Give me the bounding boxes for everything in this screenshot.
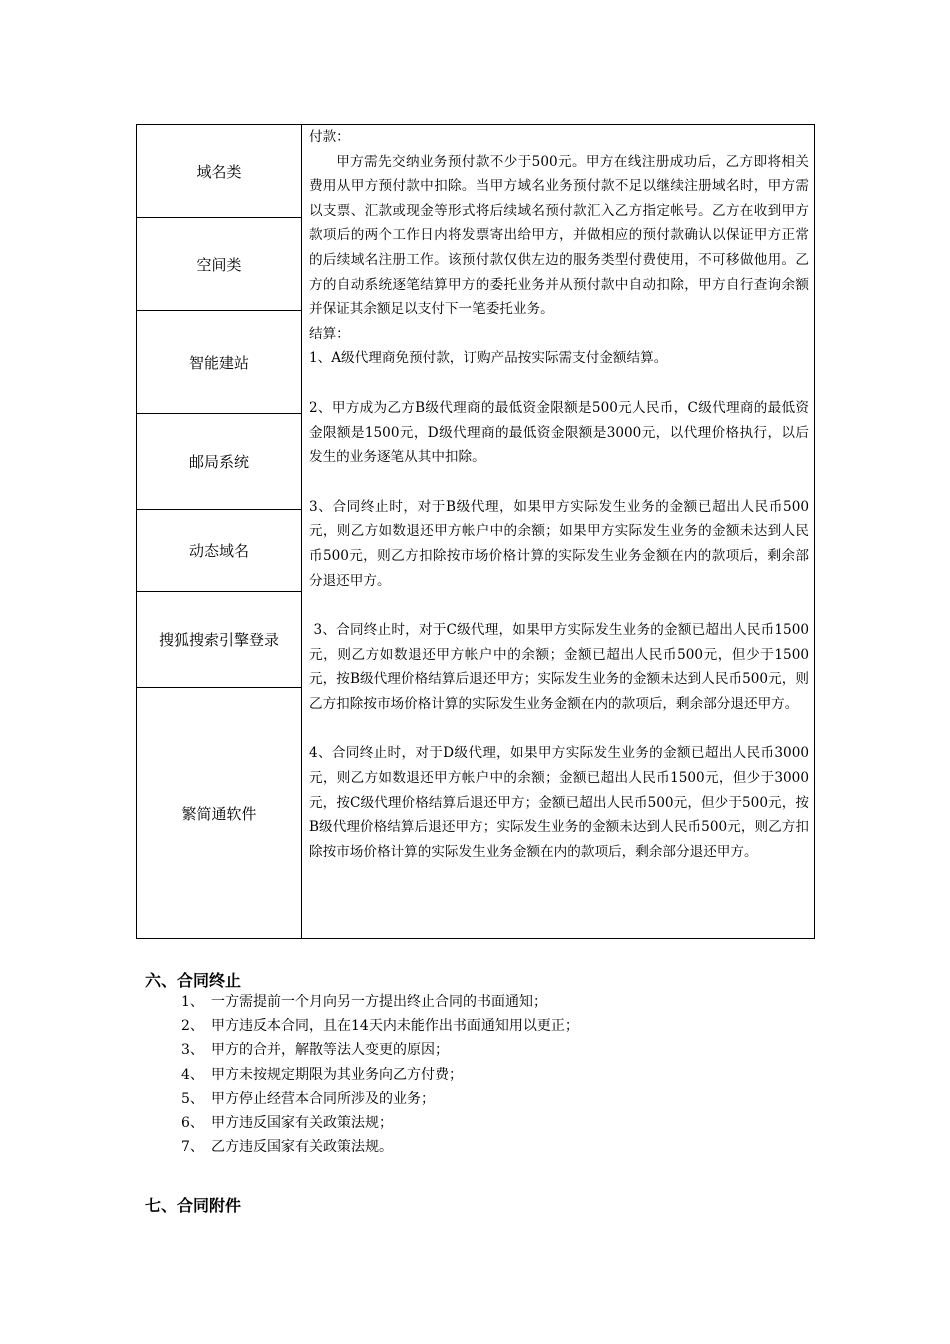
- section7-heading: 七、合同附件: [145, 1196, 242, 1215]
- settle-item-3b: 3、合同终止时，对于C级代理，如果甲方实际发生业务的金额已超出人民币1500元，则乙方如数退还甲方帐户中的余额；金额已超出人民币500元，但少于1500元，按B级代理价格结算后退还甲方；实际发生业务的金额未达到人民币500元，则乙方扣除按市场价格计算的实际发生业务金额在内的款项后，剩余部分退还甲方。: [309, 622, 809, 712]
- pricing-table: [136, 124, 815, 939]
- settle-item-1: 1、A级代理商免预付款，订购产品按实际需支付金额结算。: [309, 350, 668, 367]
- list-item: 2、 甲方违反本合同，且在14天内未能作出书面通知用以更正；: [181, 1018, 579, 1035]
- list-item: 3、 甲方的合并，解散等法人变更的原因；: [181, 1042, 449, 1059]
- termination-list: [181, 990, 579, 1159]
- list-item: 5、 甲方停止经营本合同所涉及的业务；: [181, 1090, 435, 1107]
- list-item: 7、 乙方违反国家有关政策法规。: [181, 1139, 393, 1156]
- payment-title: 付款：: [309, 129, 350, 145]
- list-item: 4、 甲方未按规定期限为其业务向乙方付费；: [181, 1066, 463, 1083]
- settle-title: 结算：: [309, 325, 350, 342]
- section6-heading: 六、合同终止: [145, 971, 242, 990]
- category-site-builder: 智能建站: [137, 311, 301, 414]
- category-dynamic-domain: 动态域名: [137, 510, 301, 592]
- terms-cell: [309, 125, 809, 864]
- settle-item-3: 3、合同终止时，对于B级代理，如果甲方实际发生业务的金额已超出人民币500元，则乙方如数退还甲方帐户中的余额；如果甲方实际发生业务的金额未达到人民币500元，则乙方扣除按市场价格计算的实际发生业务金额在内的款项后，剩余部分退还甲方。: [309, 498, 809, 589]
- category-fanjiantong: 繁简通软件: [181, 804, 257, 823]
- settle-item-4: 4、合同终止时，对于D级代理，如果甲方实际发生业务的金额已超出人民币3000元，则乙方如数退还甲方帐户中的余额；金额已超出人民币1500元，但少于3000元，按C级代理价格结算后退还甲方；金额已超出人民币500元，但少于500元，按B级代理价格结算后退还甲方；实际发生业务的金额未达到人民币500元，则乙方扣除按市场价格计算的实际发生业务金额在内的款项后，剩余部分退还甲方。: [309, 745, 809, 860]
- category-mail: 邮局系统: [137, 414, 301, 510]
- category-domain: 域名类: [137, 125, 301, 218]
- list-item: 1、 一方需提前一个月向另一方提出终止合同的书面通知；: [181, 994, 547, 1010]
- list-item: 6、 甲方违反国家有关政策法规；: [181, 1115, 393, 1132]
- category-sohu-search: 搜狐搜索引擎登录: [137, 592, 301, 688]
- payment-body: 甲方需先交纳业务预付款不少于500元。甲方在线注册成功后，乙方即将相关费用从甲方预付款中扣除。当甲方域名业务预付款不足以继续注册域名时，甲方需以支票、汇款或现金等形式将后续域名预付款汇入乙方指定帐号。乙方在收到甲方款项后的两个工作日内将发票寄出给甲方，并做相应的预付款确认以保证甲方正常的后续域名注册工作。该预付款仅供左边的服务类型付费使用，不可移做他用。乙方的自动系统逐笔结算甲方的委托业务并从预付款中自动扣除，甲方自行查询余额并保证其余额足以支付下一笔委托业务。: [309, 153, 809, 318]
- table-divider: [301, 125, 302, 938]
- settle-item-2: 2、甲方成为乙方B级代理商的最低资金限额是500元人民币，C级代理商的最低资金限额是1500元，D级代理商的最低资金限额是3000元，以代理价格执行，以后发生的业务逐笔从其中扣除。: [309, 399, 809, 466]
- category-hosting: 空间类: [137, 218, 301, 311]
